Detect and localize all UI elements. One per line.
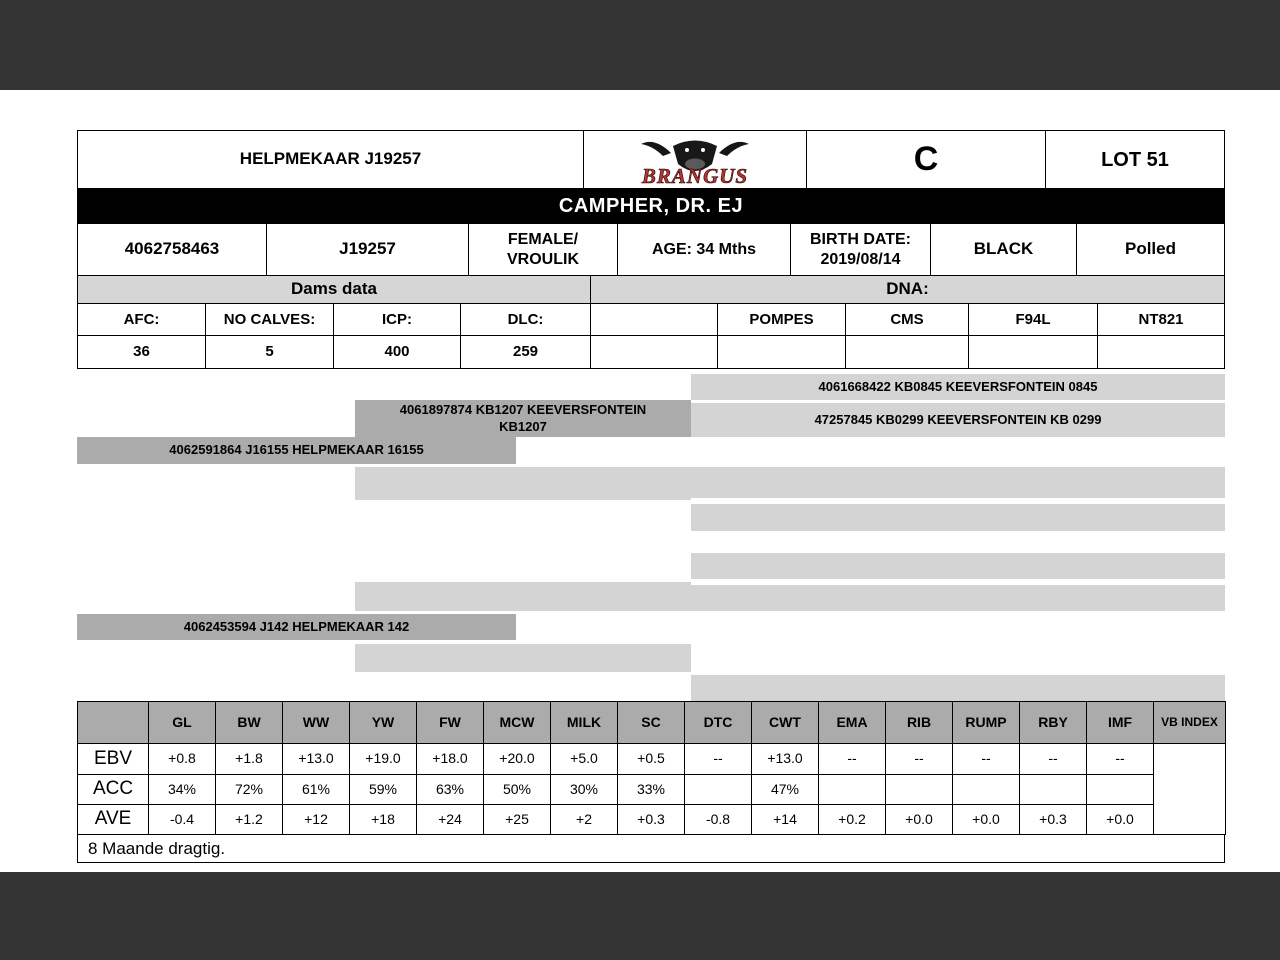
ave-row: [78, 805, 1226, 835]
title-row: [77, 130, 1225, 188]
ave-value: +0.0: [886, 805, 953, 835]
ave-value: +25: [484, 805, 551, 835]
birth-date-label: BIRTH DATE:: [809, 231, 912, 249]
acc-value: 61%: [283, 775, 350, 805]
pedigree-section: [77, 369, 1225, 701]
registration-number: 4062758463: [77, 223, 266, 275]
ebv-value: +13.0: [752, 744, 819, 775]
pregnancy-note: 8 Maande dragtig.: [77, 834, 1225, 863]
ebv-col-header-rby: RBY: [1020, 702, 1087, 744]
acc-row: [78, 775, 1226, 805]
cms-header: CMS: [845, 303, 968, 335]
pedigree-sire-sire-sire: 4061668422 KB0845 KEEVERSFONTEIN 0845: [691, 374, 1225, 400]
catalog-page: [77, 130, 1225, 863]
ebv-col-header-yw: YW: [350, 702, 417, 744]
pedigree-empty-box: [691, 467, 1225, 498]
ebv-col-header-dtc: DTC: [685, 702, 752, 744]
ebv-col-header-milk: MILK: [551, 702, 618, 744]
cms-value: [845, 335, 968, 369]
colour: BLACK: [930, 223, 1076, 275]
dlc-value: 259: [460, 335, 590, 369]
acc-value: 59%: [350, 775, 417, 805]
ebv-row: [78, 744, 1226, 775]
sex: [468, 223, 617, 275]
tag-number: J19257: [266, 223, 468, 275]
pedigree-sire-sire-dam: 47257845 KB0299 KEEVERSFONTEIN KB 0299: [691, 403, 1225, 437]
dams-labels-row: [77, 303, 1225, 335]
pedigree-empty-box: [691, 504, 1225, 531]
ebv-value: +0.8: [149, 744, 216, 775]
ebv-value: +1.8: [216, 744, 283, 775]
acc-value: [1020, 775, 1087, 805]
ave-value: +0.0: [1087, 805, 1154, 835]
pedigree-empty-dam-sire: [355, 582, 691, 611]
ebv-col-header-mcw: MCW: [484, 702, 551, 744]
ave-value: +0.2: [819, 805, 886, 835]
ebv-value: --: [1020, 744, 1087, 775]
acc-value: 50%: [484, 775, 551, 805]
icp-value: 400: [333, 335, 460, 369]
ebv-value: --: [685, 744, 752, 775]
section-header-row: [77, 275, 1225, 303]
brand-wordmark: BRANGUS: [641, 163, 749, 187]
sex-line1: FEMALE/: [507, 231, 579, 249]
ave-value: +14: [752, 805, 819, 835]
birth-date: [790, 223, 930, 275]
ave-value: -0.8: [685, 805, 752, 835]
horn-status: Polled: [1076, 223, 1225, 275]
pedigree-dam: 4062453594 J142 HELPMEKAAR 142: [77, 614, 516, 640]
ebv-col-header-vb-index: VB INDEX: [1154, 702, 1226, 744]
pedigree-sire-sire-line1: 4061897874 KB1207 KEEVERSFONTEIN: [399, 402, 647, 418]
ave-row-label: AVE: [78, 805, 149, 835]
sex-line2: VROULIK: [507, 250, 579, 268]
ebv-value: +20.0: [484, 744, 551, 775]
vb-index-cell: [1154, 744, 1226, 835]
bottom-letterbox-bar: [0, 872, 1280, 960]
ebv-value: --: [1087, 744, 1154, 775]
ebv-value: --: [819, 744, 886, 775]
ebv-col-header-bw: BW: [216, 702, 283, 744]
ebv-value: --: [886, 744, 953, 775]
ebv-col-header-ema: EMA: [819, 702, 886, 744]
afc-label: AFC:: [77, 303, 205, 335]
pedigree-sire-sire-line2: KB1207: [499, 418, 547, 434]
ebv-value: --: [953, 744, 1020, 775]
f94l-header: F94L: [968, 303, 1097, 335]
ave-value: +24: [417, 805, 484, 835]
brangus-logo-graphic: [595, 133, 795, 187]
ebv-value: +13.0: [283, 744, 350, 775]
pedigree-sire-sire: [355, 400, 691, 437]
dams-values-row: [77, 335, 1225, 369]
info-row: [77, 223, 1225, 275]
animal-id: HELPMEKAAR J19257: [77, 130, 583, 188]
f94l-value: [968, 335, 1097, 369]
ebv-col-header-gl: GL: [149, 702, 216, 744]
ebv-col-header-imf: IMF: [1087, 702, 1154, 744]
ebv-value: +19.0: [350, 744, 417, 775]
acc-value: 34%: [149, 775, 216, 805]
ave-value: +0.0: [953, 805, 1020, 835]
ebv-corner-cell: [78, 702, 149, 744]
ebv-row-label: EBV: [78, 744, 149, 775]
acc-value: [819, 775, 886, 805]
ebv-col-header-fw: FW: [417, 702, 484, 744]
breeder-banner: CAMPHER, DR. EJ: [77, 188, 1225, 223]
pompes-header: POMPES: [717, 303, 845, 335]
dna-title: DNA:: [590, 275, 1225, 303]
dams-data-title: Dams data: [77, 275, 590, 303]
ebv-value: +5.0: [551, 744, 618, 775]
ebv-col-header-rib: RIB: [886, 702, 953, 744]
acc-value: [953, 775, 1020, 805]
nt821-header: NT821: [1097, 303, 1225, 335]
ave-value: +1.2: [216, 805, 283, 835]
icp-label: ICP:: [333, 303, 460, 335]
acc-value: 63%: [417, 775, 484, 805]
acc-value: [886, 775, 953, 805]
pedigree-sire: 4062591864 J16155 HELPMEKAAR 16155: [77, 437, 516, 464]
ave-value: -0.4: [149, 805, 216, 835]
acc-value: 33%: [618, 775, 685, 805]
ave-value: +18: [350, 805, 417, 835]
pompes-value: [717, 335, 845, 369]
ebv-col-header-ww: WW: [283, 702, 350, 744]
ebv-col-header-rump: RUMP: [953, 702, 1020, 744]
brangus-logo: [583, 130, 806, 188]
acc-value: 47%: [752, 775, 819, 805]
pedigree-empty-box: [691, 585, 1225, 611]
age: AGE: 34 Mths: [617, 223, 790, 275]
no-calves-label: NO CALVES:: [205, 303, 333, 335]
pedigree-empty-box: [691, 675, 1225, 701]
dna-blank-cell: [590, 303, 717, 335]
no-calves-value: 5: [205, 335, 333, 369]
ave-value: +12: [283, 805, 350, 835]
acc-value: [685, 775, 752, 805]
ebv-value: +18.0: [417, 744, 484, 775]
acc-value: 72%: [216, 775, 283, 805]
lot-number: LOT 51: [1045, 130, 1225, 188]
ave-value: +0.3: [618, 805, 685, 835]
ebv-value: +0.5: [618, 744, 685, 775]
ebv-header-row: [78, 702, 1226, 744]
acc-row-label: ACC: [78, 775, 149, 805]
pedigree-empty-sire-dam: [355, 467, 691, 500]
class-letter: C: [806, 130, 1045, 188]
birth-date-value: 2019/08/14: [820, 250, 901, 268]
dna-blank-value: [590, 335, 717, 369]
acc-value: [1087, 775, 1154, 805]
top-letterbox-bar: [0, 0, 1280, 90]
ebv-table: [77, 701, 1226, 835]
ebv-col-header-cwt: CWT: [752, 702, 819, 744]
acc-value: 30%: [551, 775, 618, 805]
pedigree-empty-box: [691, 553, 1225, 579]
dlc-label: DLC:: [460, 303, 590, 335]
afc-value: 36: [77, 335, 205, 369]
nt821-value: [1097, 335, 1225, 369]
ave-value: +0.3: [1020, 805, 1087, 835]
ebv-col-header-sc: SC: [618, 702, 685, 744]
pedigree-empty-dam-dam: [355, 644, 691, 672]
ave-value: +2: [551, 805, 618, 835]
